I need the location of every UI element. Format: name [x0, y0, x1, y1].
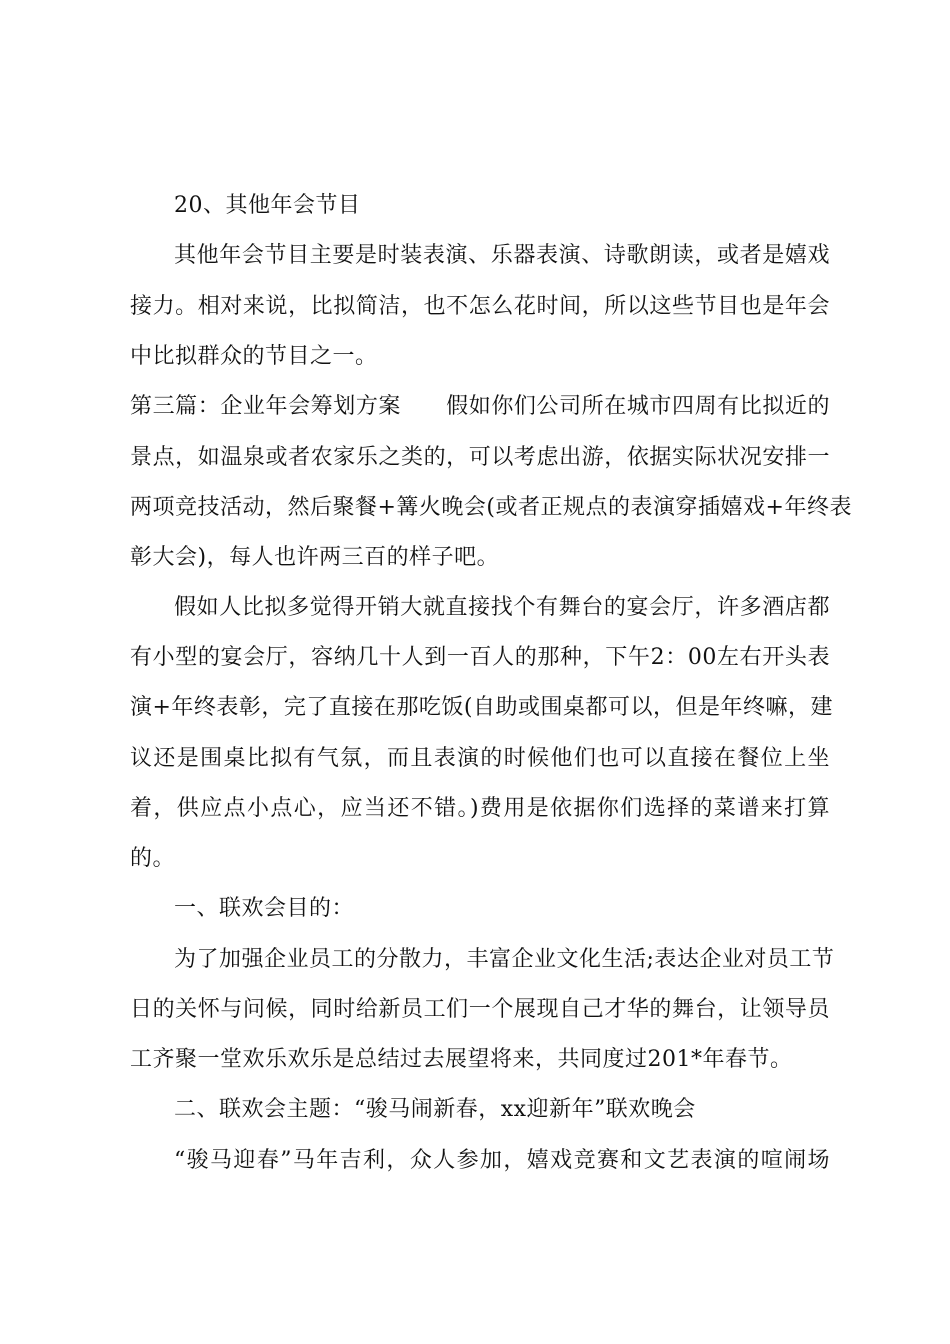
chapter-title-line: 第三篇：企业年会筹划方案 假如你们公司所在城市四周有比拟近的 — [130, 394, 830, 419]
section-heading-purpose: 一、联欢会目的： — [174, 896, 355, 921]
paragraph-line: 演+年终表彰，完了直接在那吃饭(自助或围桌都可以，但是年终嘛，建 — [130, 695, 834, 720]
section-heading-20: 20、其他年会节目 — [174, 193, 361, 218]
paragraph-line: 议还是围桌比拟有气氛，而且表演的时候他们也可以直接在餐位上坐 — [130, 746, 830, 771]
paragraph-line: 其他年会节目主要是时装表演、乐器表演、诗歌朗读，或者是嬉戏 — [174, 243, 830, 268]
paragraph-line: 着，供应点小点心，应当还不错。)费用是依据你们选择的菜谱来打算 — [130, 796, 830, 821]
paragraph-line: 彰大会)，每人也许两三百的样子吧。 — [130, 545, 500, 570]
paragraph-line: 为了加强企业员工的分散力，丰富企业文化生活;表达企业对员工节 — [174, 947, 835, 972]
paragraph-line: 假如人比拟多觉得开销大就直接找个有舞台的宴会厅，许多酒店都 — [174, 595, 830, 620]
paragraph-line: 景点，如温泉或者农家乐之类的，可以考虑出游，依据实际状况安排一 — [130, 445, 830, 470]
section-heading-theme: 二、联欢会主题：“骏马闹新春，xx迎新年”联欢晚会 — [174, 1097, 696, 1122]
paragraph-line: 两项竞技活动，然后聚餐+篝火晚会(或者正规点的表演穿插嬉戏+年终表 — [130, 495, 852, 520]
paragraph-line: 有小型的宴会厅，容纳几十人到一百人的那种，下午2：00左右开头表 — [130, 645, 830, 670]
paragraph-line: 的。 — [130, 846, 176, 871]
paragraph-line: 工齐聚一堂欢乐欢乐是总结过去展望将来，共同度过201*年春节。 — [130, 1047, 793, 1072]
paragraph-line: 日的关怀与问候，同时给新员工们一个展现自己才华的舞台，让领导员 — [130, 997, 830, 1022]
paragraph-line: 中比拟群众的节目之一。 — [130, 344, 378, 369]
paragraph-line: 接力。相对来说，比拟简洁，也不怎么花时间，所以这些节目也是年会 — [130, 294, 830, 319]
paragraph-line: “骏马迎春”马年吉利，众人参加，嬉戏竞赛和文艺表演的喧闹场 — [174, 1148, 830, 1173]
